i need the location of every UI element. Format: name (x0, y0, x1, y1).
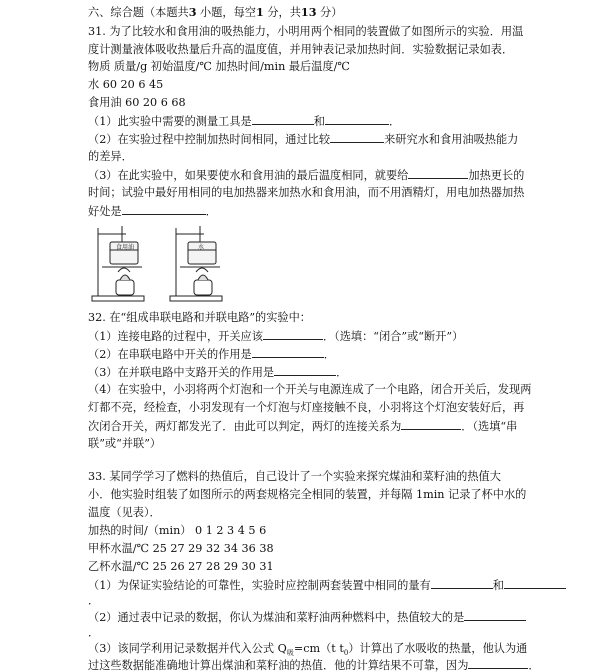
q31-p1-and: 和 (313, 115, 325, 128)
q33-p2-text: （2）通过表中记录的数据，你认为煤油和菜籽油两种燃料中，热值较大的是 (88, 611, 465, 624)
total-points: 13 (300, 5, 317, 19)
apparatus-left (92, 226, 144, 301)
q32-p3-text: （3）在并联电路中支路开关的作用是 (88, 366, 275, 379)
q31-part2 (88, 132, 518, 146)
q33-table-header: 加热的时间/（min） 0 1 2 3 4 5 6 (88, 524, 267, 537)
q32-p4-options: ．（选填“串 (461, 420, 518, 433)
section-title-mid2: 分，共 (263, 6, 301, 19)
q31-part2-cont: 的差异． (88, 150, 133, 163)
section-title-suffix: 分） (316, 6, 343, 19)
q33-p3-subscript: 吸 (286, 649, 294, 658)
q32-p2-end: ． (323, 348, 335, 361)
q31-row-water: 水 60 20 6 45 (88, 78, 164, 91)
q31-line2: 度计测量液体吸收热量后升高的温度值，并用钟表记录加热时间．实验数据记录如表． (88, 43, 514, 56)
q31-p3-end: ． (205, 205, 217, 218)
q33-p3-end: ． (528, 659, 540, 672)
q32-p4-text: 次闭合开关，两灯都发光了．由此可以判定，两灯的连接关系为 (88, 420, 402, 433)
q31-row-oil: 食用油 60 20 6 68 (88, 96, 186, 109)
q32-part4-answer (88, 419, 517, 433)
q31-part3-end (88, 204, 217, 218)
points-per: 1 (256, 5, 264, 19)
q32-part4-end: 联”或“并联”） (88, 437, 162, 450)
section-title (88, 6, 342, 19)
q33-line2: 小．他实验时组装了如图所示的两套规格完全相同的装置，并每隔 1min 记录了杯中水的 (88, 488, 527, 501)
q33-table-row1: 甲杯水温/℃ 25 27 29 32 34 36 38 (88, 542, 274, 555)
answer-blank[interactable] (330, 132, 384, 143)
q33-part2-end: ． (88, 626, 100, 639)
q32-p1-text: （1）连接电路的过程中，开关应该 (88, 330, 263, 343)
q32-part2 (88, 347, 335, 361)
q33-p3-text: （3）该同学利用记录数据并代入公式 Q (88, 642, 287, 655)
answer-blank[interactable] (325, 114, 389, 125)
q32-part3 (88, 365, 347, 379)
q31-p1-text: （1）此实验中需要的测量工具是 (88, 115, 252, 128)
q32-part1 (88, 329, 463, 343)
q31-p3-text2: 加热更长的 (468, 169, 525, 182)
q32-p3-end: ． (336, 366, 348, 379)
heating-apparatus-figure (88, 222, 238, 304)
q33-p1-and: 和 (492, 579, 504, 592)
q33-p3-text3: 过这些数据能准确地计算出煤油和菜籽油的热值．他的计算结果不可靠，因为 (88, 659, 469, 672)
q32-part4: （4）在实验中，小羽将两个灯泡和一个开关与电源连成了一个电路，闭合开关后，发现两 (88, 383, 532, 396)
q31-p2-text: （2）在实验过程中控制加热时间相同，通过比较 (88, 133, 331, 146)
q32-p1-options: ．（选填：“闭合”或“断开”） (322, 330, 464, 343)
q31-line1: 31. 为了比较水和食用油的吸热能力，小明用两个相同的装置做了如图所示的实验．用温 (88, 25, 524, 38)
answer-blank[interactable] (252, 114, 314, 125)
answer-blank[interactable] (274, 365, 336, 376)
answer-blank[interactable] (468, 658, 528, 669)
q33-table-row2: 乙杯水温/℃ 25 26 27 28 29 30 31 (88, 560, 274, 573)
q31-part1 (88, 114, 400, 128)
q33-part1 (88, 578, 566, 592)
q33-p3-formula: =cm（t t (293, 642, 344, 655)
q33-line1: 33. 某同学学习了燃料的热值后，自己设计了一个实验来探究煤油和菜籽油的热值大 (88, 470, 501, 483)
apparatus-right (170, 226, 222, 301)
q33-part2 (88, 610, 526, 624)
q32-line1: 32. 在“组成串联电路和并联电路”的实验中： (88, 311, 311, 324)
q31-part3-cont: 时间；试验中最好用相同的电加热器来加热水和食用油，而不用酒精灯，用电加热器加热 (88, 186, 525, 199)
fig-label-left: 食用油 (116, 244, 135, 251)
answer-blank[interactable] (252, 347, 324, 358)
answer-blank[interactable] (263, 329, 323, 340)
q32-p2-text: （2）在串联电路中开关的作用是 (88, 348, 252, 361)
q31-part3 (88, 168, 524, 182)
answer-blank[interactable] (464, 610, 526, 621)
q33-p3-subscript2: 0 (343, 649, 349, 658)
q32-part4-cont: 灯都不亮，经检查，小羽发现有一个灯泡与灯座接触不良，小羽将这个灯泡安装好后，再 (88, 401, 525, 414)
fig-label-right: 水 (198, 244, 205, 251)
q31-p3-benefit: 好处是 (88, 205, 122, 218)
answer-blank[interactable] (504, 578, 566, 589)
q31-table-header: 物质 质量/g 初始温度/℃ 加热时间/min 最后温度/℃ (88, 60, 350, 73)
section-title-prefix: 六、综合题（本题共 (88, 6, 189, 19)
q33-p1-text: （1）为保证实验结论的可靠性，实验时应控制两套装置中相同的量有 (88, 579, 431, 592)
q33-line3: 温度（见表）． (88, 506, 161, 519)
section-title-mid1: 小题，每空 (196, 6, 256, 19)
question-count: 3 (188, 5, 197, 19)
q31-p3-text: （3）在此实验中，如果要使水和食用油的最后温度相同，就要给 (88, 169, 409, 182)
answer-blank[interactable] (408, 168, 468, 179)
answer-blank[interactable] (122, 204, 206, 215)
q33-part1-end: ． (88, 594, 100, 607)
answer-blank[interactable] (401, 419, 461, 430)
q31-p1-end: ． (388, 115, 401, 128)
q33-p3-text2: ）计算出了水吸收的热量，他认为通 (348, 642, 528, 655)
q31-p2-text2: 来研究水和食用油吸热能力 (384, 133, 519, 146)
q33-part3-cont (88, 658, 540, 672)
answer-blank[interactable] (431, 578, 493, 589)
